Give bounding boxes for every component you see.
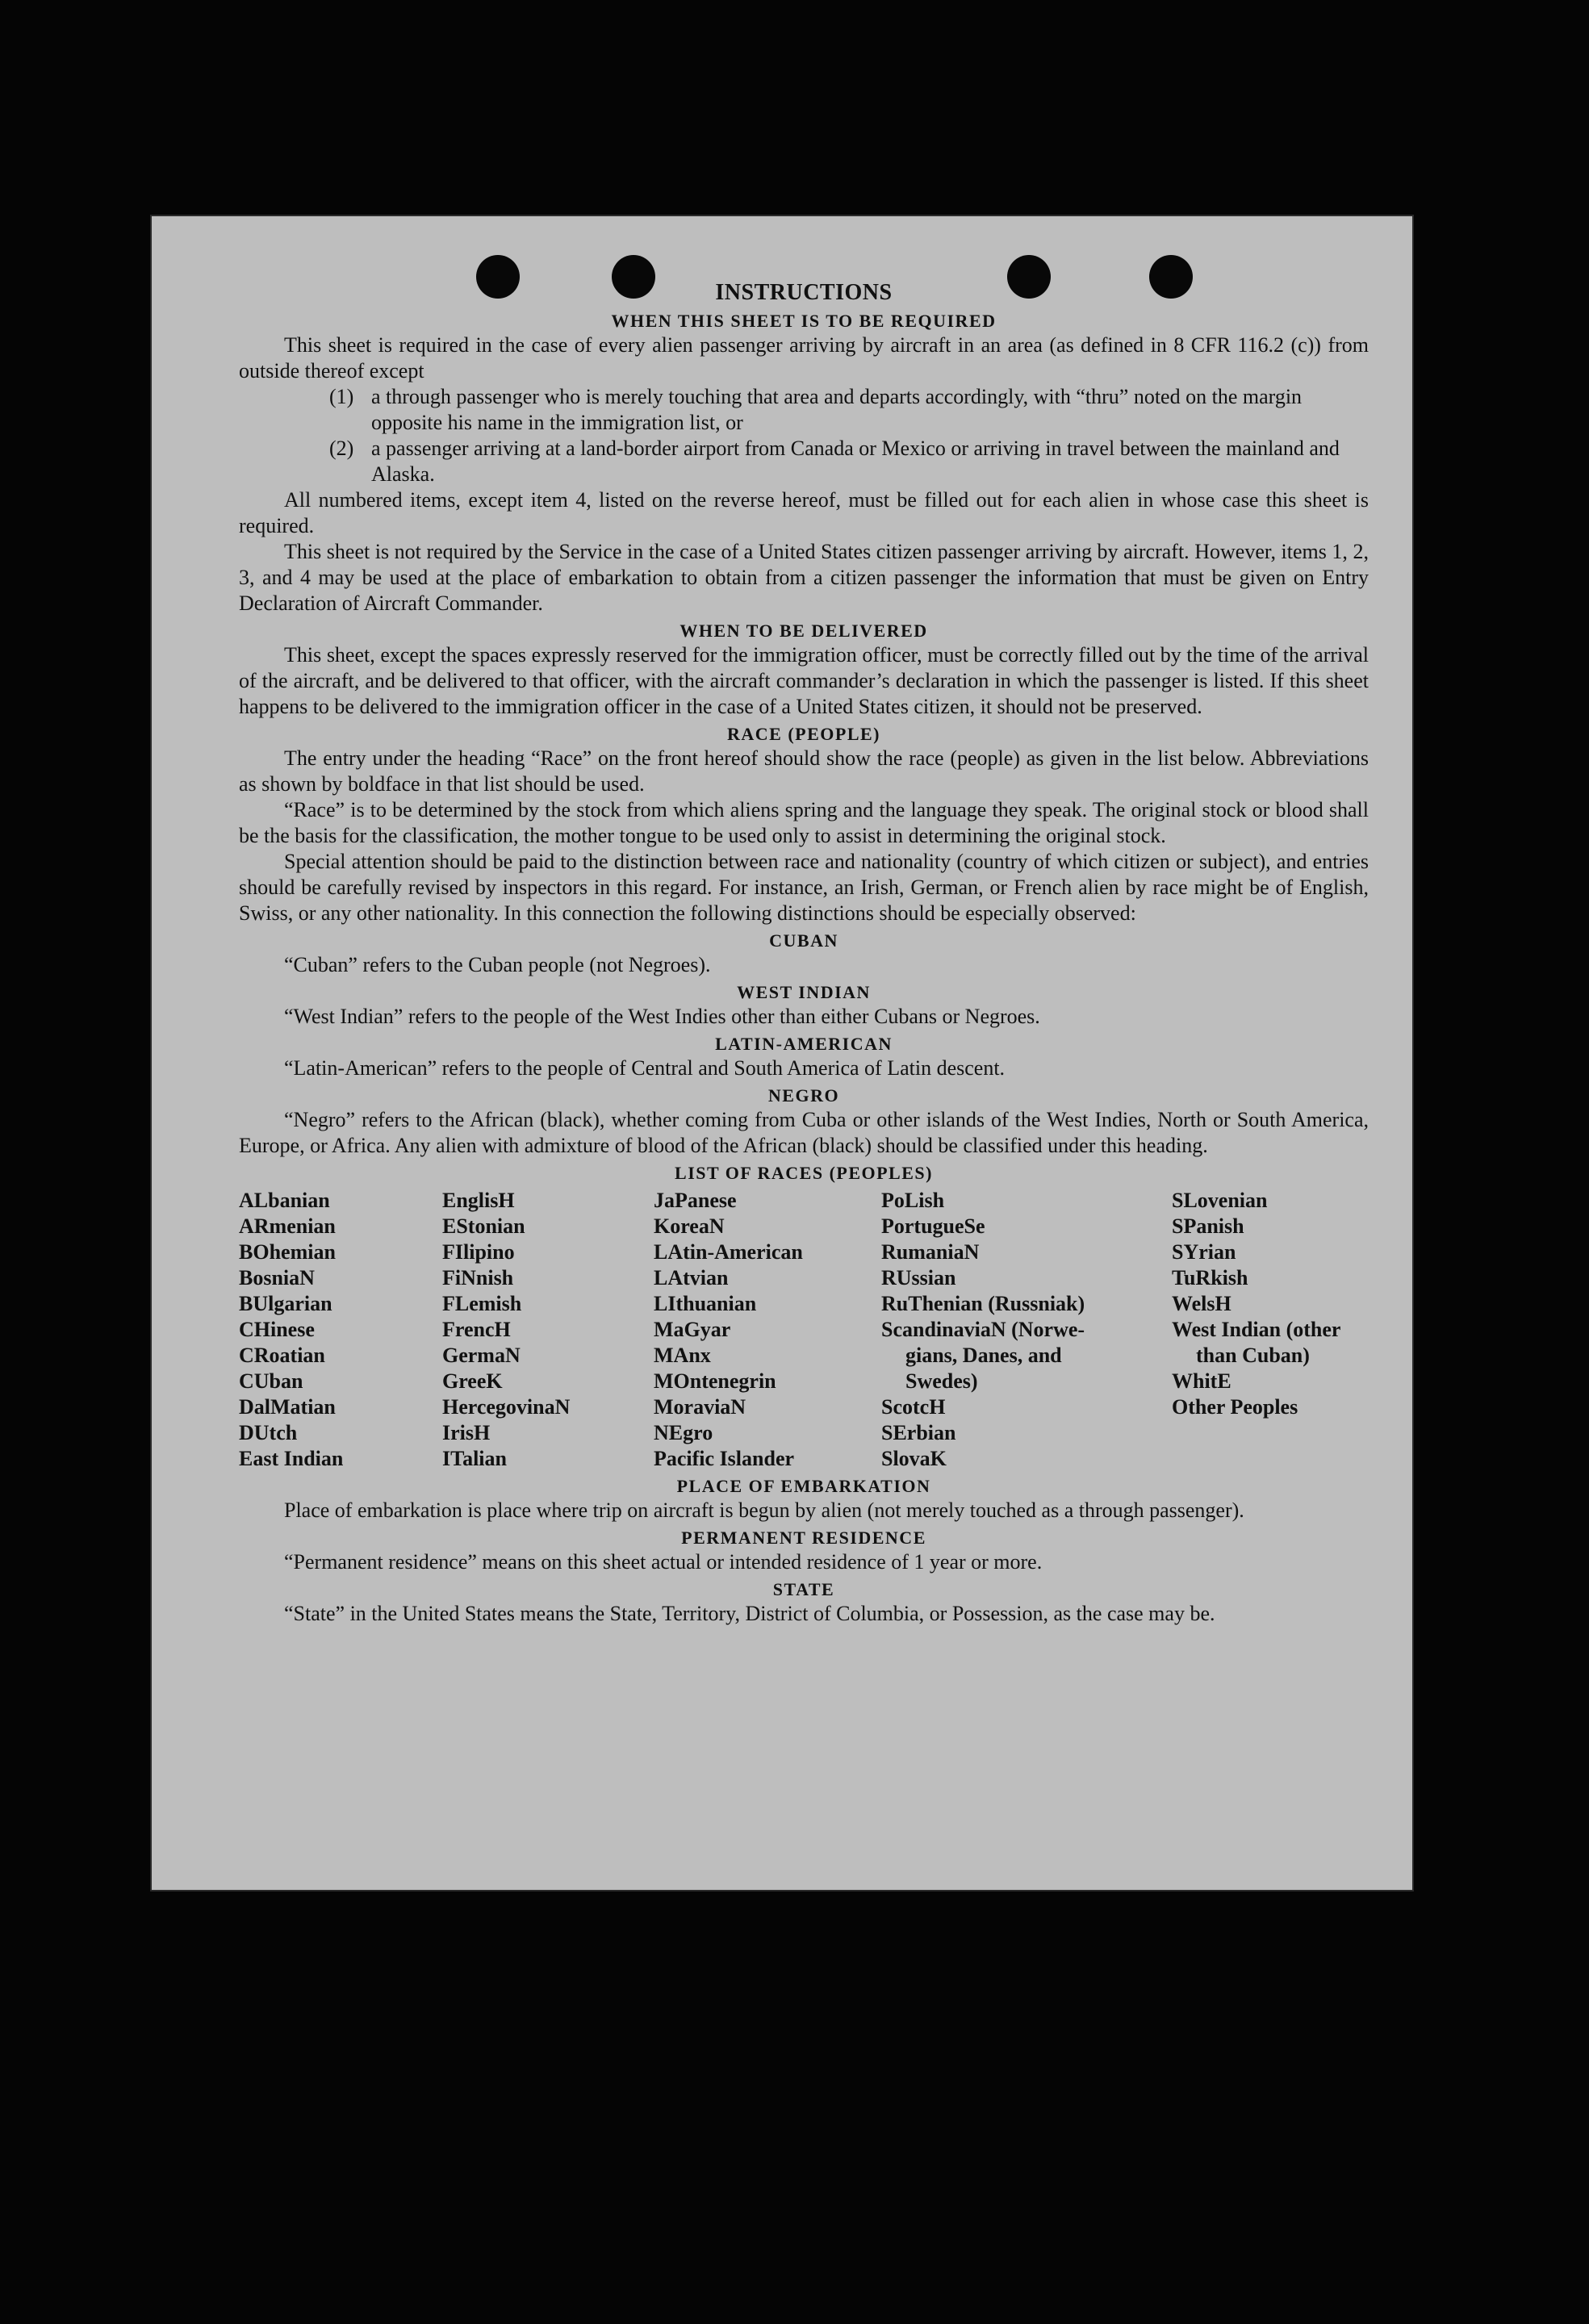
race-entry: West Indian (other: [1172, 1318, 1341, 1341]
race-column: [442, 1188, 654, 1472]
race-entry: GreeK: [442, 1369, 503, 1393]
race-entry: LIthuanian: [654, 1292, 757, 1315]
race-entry: TuRkish: [1172, 1266, 1248, 1289]
paragraph: “Negro” refers to the African (black), whether coming from Cuba or other islands of the West Indies, North or South America, Europe, or Africa. Any alien with admixture of blood of the African (black) should be classified under this heading.: [239, 1108, 1369, 1157]
race-entry: EnglisH: [442, 1189, 515, 1212]
paragraph: Special attention should be paid to the distinction between race and nationality (country of which citizen or subject), and entries should be carefully revised by inspectors in this regard. For instance, an Irish, German, or French alien by race might be of English, Swiss, or any other nationality. In this connection the following distinctions should be especially observed:: [239, 850, 1369, 925]
paragraph: This sheet, except the spaces expressly reserved for the immigration officer, must be correctly filled out by the time of the arrival of the aircraft, and be delivered to that officer, with the aircraft commander’s declaration in which the passenger is listed. If this sheet happens to be delivered to the immigration officer in the case of a United States citizen, it should not be preserved.: [239, 643, 1369, 718]
race-entry: LAtin-American: [654, 1240, 803, 1264]
race-entry: MoraviaN: [654, 1395, 746, 1419]
race-column: [654, 1188, 881, 1472]
race-entry: WelsH: [1172, 1292, 1231, 1315]
section-heading: WEST INDIAN: [737, 982, 871, 1002]
race-column: [1172, 1188, 1369, 1472]
race-column: [881, 1188, 1172, 1472]
paragraph: This sheet is not required by the Service in the case of a United States citizen passenger arriving by aircraft. However, items 1, 2, 3, and 4 may be used at the place of embarkation to obtain from a citizen passenger the information that must be given on Entry Declaration of Aircraft Commander.: [239, 540, 1369, 615]
section-heading: LATIN-AMERICAN: [715, 1034, 893, 1054]
race-entry: FiNnish: [442, 1266, 514, 1289]
paragraph: All numbered items, except item 4, listed on the reverse hereof, must be filled out for each alien in whose case this sheet is required.: [239, 488, 1369, 537]
race-entry: ScotcH: [881, 1395, 946, 1419]
race-entry: DUtch: [239, 1421, 298, 1444]
race-entry: Pacific Islander: [654, 1447, 795, 1470]
item-text: a through passenger who is merely touching that area and departs accordingly, with “thru” noted on the margin opposite his name in the immigration list, or: [371, 385, 1303, 434]
race-entry: MaGyar: [654, 1318, 731, 1341]
paragraph: “Race” is to be determined by the stock from which aliens spring and the language they speak. The original stock or blood shall be the basis for the classification, the mother tongue to be used only to assist in determining the original stock.: [239, 798, 1369, 847]
race-entry: ITalian: [442, 1447, 507, 1470]
race-list: [239, 1188, 1369, 1472]
race-entry: BUlgarian: [239, 1292, 332, 1315]
race-entry: BOhemian: [239, 1240, 336, 1264]
race-entry: CHinese: [239, 1318, 315, 1341]
section-heading: WHEN THIS SHEET IS TO BE REQUIRED: [611, 311, 997, 331]
race-entry: gians, Danes, and: [905, 1344, 1062, 1367]
section-heading: RACE (PEOPLE): [727, 724, 880, 744]
race-entry: than Cuban): [1196, 1344, 1310, 1367]
race-entry: SErbian: [881, 1421, 956, 1444]
race-entry: RuThenian (Russniak): [881, 1292, 1085, 1315]
section-heading: WHEN TO BE DELIVERED: [680, 621, 928, 641]
paragraph: “Cuban” refers to the Cuban people (not Negroes).: [284, 953, 711, 976]
instructions-text: [239, 279, 1369, 1627]
race-entry: EStonian: [442, 1214, 525, 1238]
list-item: [239, 384, 1369, 436]
race-entry: WhitE: [1172, 1369, 1231, 1393]
race-entry: PoLish: [881, 1189, 945, 1212]
item-text: a passenger arriving at a land-border airport from Canada or Mexico or arriving in travel between the mainland and Alaska.: [371, 437, 1340, 486]
section-heading: NEGRO: [767, 1085, 840, 1106]
race-entry: CRoatian: [239, 1344, 325, 1367]
document-sheet: [152, 216, 1412, 1890]
section-heading: PERMANENT RESIDENCE: [681, 1528, 926, 1548]
paragraph: Place of embarkation is place where trip on aircraft is begun by alien (not merely touched as a through passenger).: [284, 1498, 1244, 1522]
race-column: [239, 1188, 442, 1472]
paragraph: “State” in the United States means the State, Territory, District of Columbia, or Possession, as the case may be.: [284, 1602, 1215, 1625]
section-heading: LIST OF RACES (PEOPLES): [675, 1163, 933, 1183]
list-item: [239, 436, 1369, 487]
race-entry: RumaniaN: [881, 1240, 980, 1264]
page-title: INSTRUCTIONS: [715, 280, 893, 305]
race-entry: Other Peoples: [1172, 1395, 1298, 1419]
item-number: (2): [329, 437, 354, 460]
paragraph: This sheet is required in the case of every alien passenger arriving by aircraft in an area (as defined in 8 CFR 116.2 (c)) from outside thereof except: [239, 333, 1369, 382]
race-entry: DalMatian: [239, 1395, 336, 1419]
race-entry: IrisH: [442, 1421, 491, 1444]
race-entry: JaPanese: [654, 1189, 737, 1212]
race-entry: FrencH: [442, 1318, 511, 1341]
race-entry: SPanish: [1172, 1214, 1244, 1238]
race-entry: HercegovinaN: [442, 1395, 571, 1419]
race-entry: ARmenian: [239, 1214, 336, 1238]
race-entry: LAtvian: [654, 1266, 729, 1289]
section-heading: PLACE OF EMBARKATION: [676, 1476, 931, 1496]
race-entry: BosniaN: [239, 1266, 315, 1289]
race-entry: GermaN: [442, 1344, 521, 1367]
race-entry: MAnx: [654, 1344, 711, 1367]
race-entry: KoreaN: [654, 1214, 725, 1238]
paragraph: “Latin-American” refers to the people of Central and South America of Latin descent.: [284, 1056, 1006, 1080]
race-entry: East Indian: [239, 1447, 344, 1470]
race-entry: PortugueSe: [881, 1214, 985, 1238]
race-entry: CUban: [239, 1369, 303, 1393]
race-entry: SlovaK: [881, 1447, 947, 1470]
paragraph: The entry under the heading “Race” on the front hereof should show the race (people) as given in the list below. Abbreviations as shown by boldface in that list should be used.: [239, 746, 1369, 796]
race-entry: SLovenian: [1172, 1189, 1268, 1212]
section-heading: STATE: [772, 1579, 835, 1599]
item-number: (1): [329, 385, 354, 408]
race-entry: NEgro: [654, 1421, 713, 1444]
race-entry: RUssian: [881, 1266, 956, 1289]
race-entry: MOntenegrin: [654, 1369, 776, 1393]
race-entry: SYrian: [1172, 1240, 1236, 1264]
section-heading: CUBAN: [769, 930, 838, 951]
race-entry: Swedes): [905, 1369, 978, 1393]
paragraph: “Permanent residence” means on this sheet actual or intended residence of 1 year or more.: [284, 1550, 1043, 1574]
race-entry: FIlipino: [442, 1240, 515, 1264]
race-entry: ALbanian: [239, 1189, 330, 1212]
race-entry: ScandinaviaN (Norwe-: [881, 1318, 1085, 1341]
paragraph: “West Indian” refers to the people of the West Indies other than either Cubans or Negroes.: [284, 1005, 1040, 1028]
race-entry: FLemish: [442, 1292, 522, 1315]
